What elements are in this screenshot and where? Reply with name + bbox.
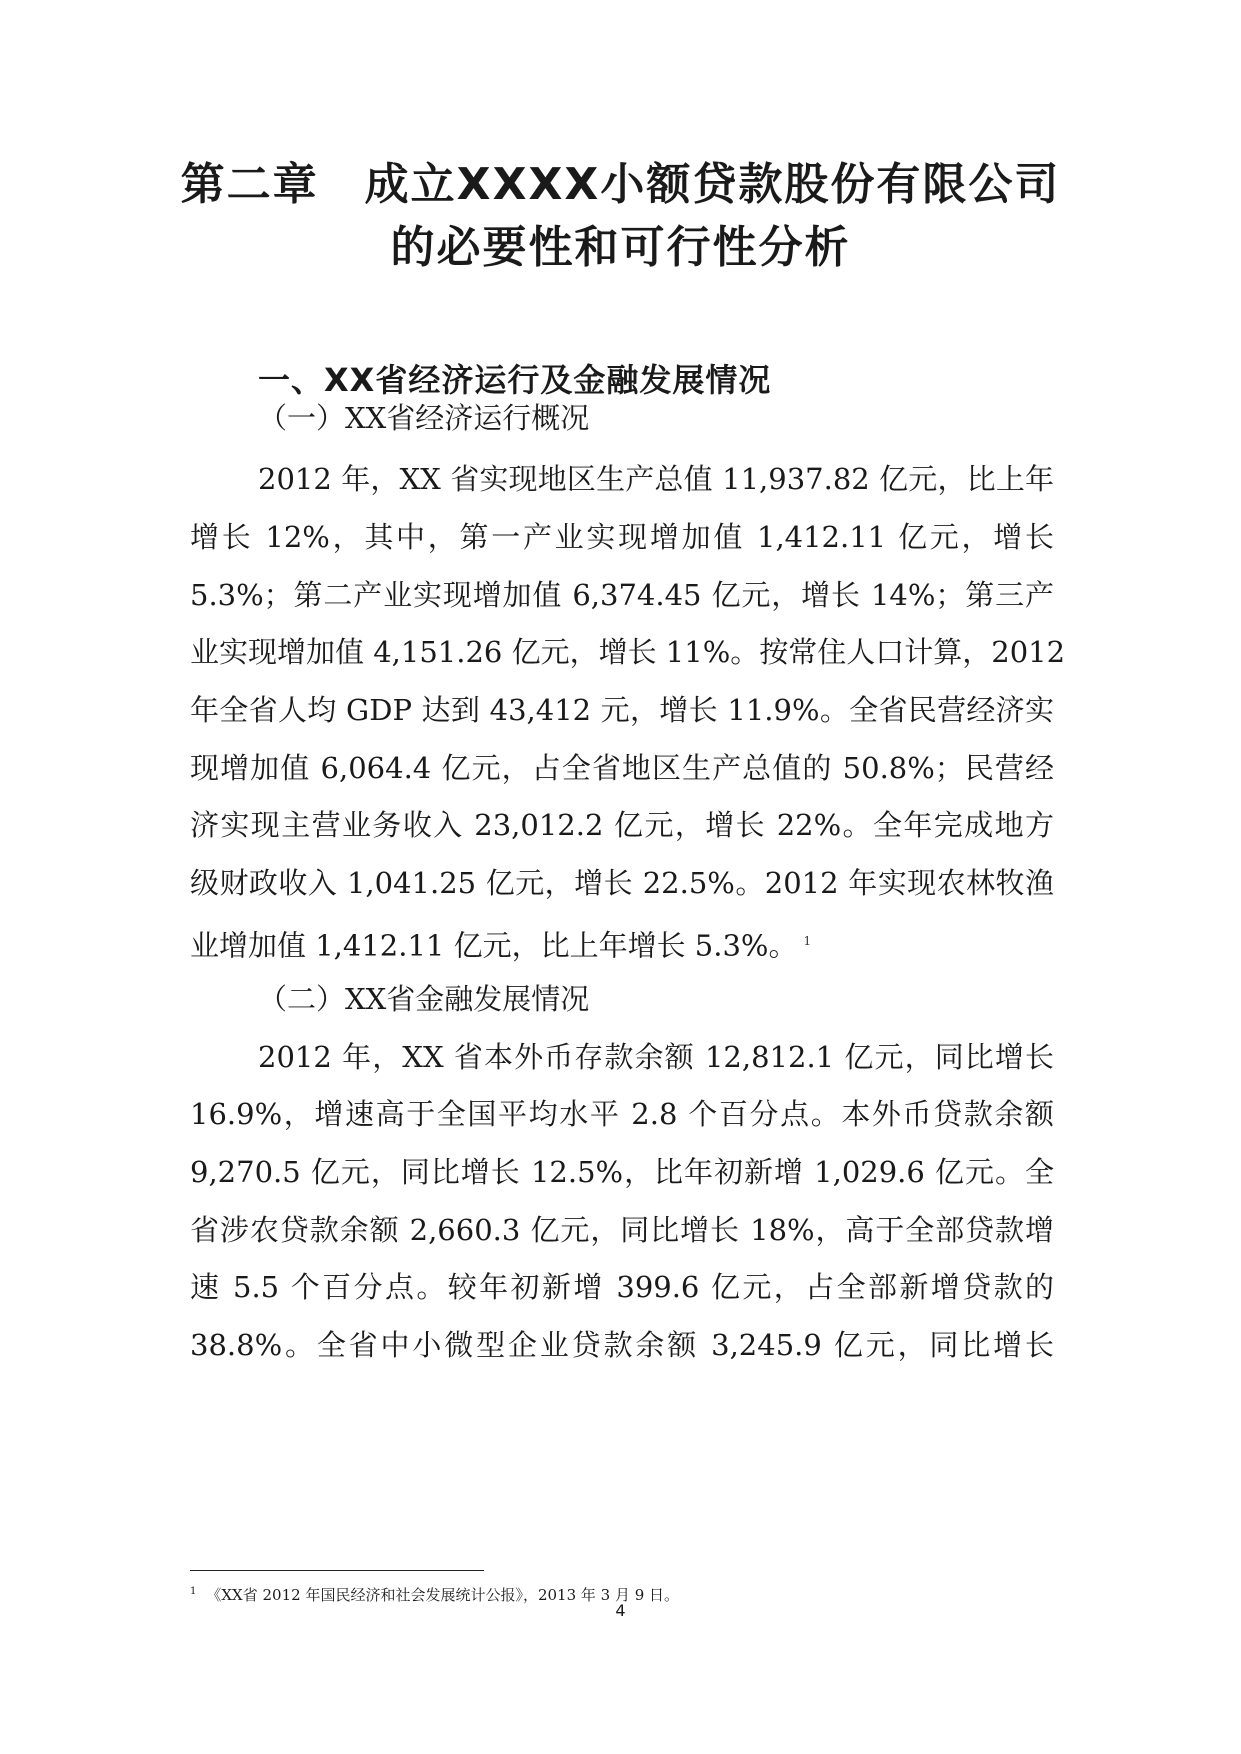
chapter-title-line-2: 的必要性和可行性分析 <box>390 222 851 273</box>
paragraph-line: 38.8%。全省中小微型企业贷款余额 3,245.9 亿元，同比增长 <box>190 1328 1054 1362</box>
footnote-reference[interactable]: 1 <box>803 934 812 948</box>
paragraph-line: 业实现增加值 4,151.26 亿元，增长 11%。按常住人口计算，2012 <box>190 635 1066 669</box>
paragraph-line: 省涉农贷款余额 2,660.3 亿元，同比增长 18%，高于全部贷款增 <box>190 1213 1054 1247</box>
chapter-title-line-1: 第二章 成立XXXX小额贷款股份有限公司 <box>180 159 1061 210</box>
paragraph-line: 2012 年，XX 省实现地区生产总值 11,937.82 亿元，比上年 <box>258 462 1054 496</box>
page-number: 4 <box>615 1601 626 1620</box>
footnote-divider <box>190 1570 484 1571</box>
paragraph-line: 年全省人均 GDP 达到 43,412 元，增长 11.9%。全省民营经济实 <box>190 693 1054 727</box>
paragraph-line: 级财政收入 1,041.25 亿元，增长 22.5%。2012 年实现农林牧渔 <box>190 866 1054 900</box>
section-heading: 一、XX省经济运行及金融发展情况 <box>258 361 772 399</box>
paragraph-line: 16.9%，增速高于全国平均水平 2.8 个百分点。本外币贷款余额 <box>190 1097 1054 1131</box>
footnote-mark: 1 <box>190 1586 197 1597</box>
paragraph-line: 现增加值 6,064.4 亿元，占全省地区生产总值的 50.8%；民营经 <box>190 751 1054 785</box>
paragraph-line: 2012 年，XX 省本外币存款余额 12,812.1 亿元，同比增长 <box>258 1040 1054 1074</box>
paragraph-line: 济实现主营业务收入 23,012.2 亿元，增长 22%。全年完成地方 <box>190 808 1054 842</box>
paragraph-line: 速 5.5 个百分点。较年初新增 399.6 亿元，占全部新增贷款的 <box>190 1270 1054 1304</box>
paragraph-line: 9,270.5 亿元，同比增长 12.5%，比年初新增 1,029.6 亿元。全 <box>190 1155 1054 1189</box>
paragraph-line: 增长 12%，其中，第一产业实现增加值 1,412.11 亿元，增长 <box>190 520 1054 554</box>
paragraph-line: 5.3%；第二产业实现增加值 6,374.45 亿元，增长 14%；第三产 <box>190 578 1054 612</box>
paragraph-line-last <box>190 921 1054 966</box>
subsection-heading-2: （二）XX省金融发展情况 <box>258 982 590 1016</box>
subsection-heading-1: （一）XX省经济运行概况 <box>258 401 590 435</box>
paragraph-line-text: 业增加值 1,412.11 亿元，比上年增长 5.3%。 <box>190 928 798 963</box>
footnote-text: 《XX省 2012 年国民经济和社会发展统计公报》，2013 年 3 月 9 日。 <box>206 1586 680 1604</box>
